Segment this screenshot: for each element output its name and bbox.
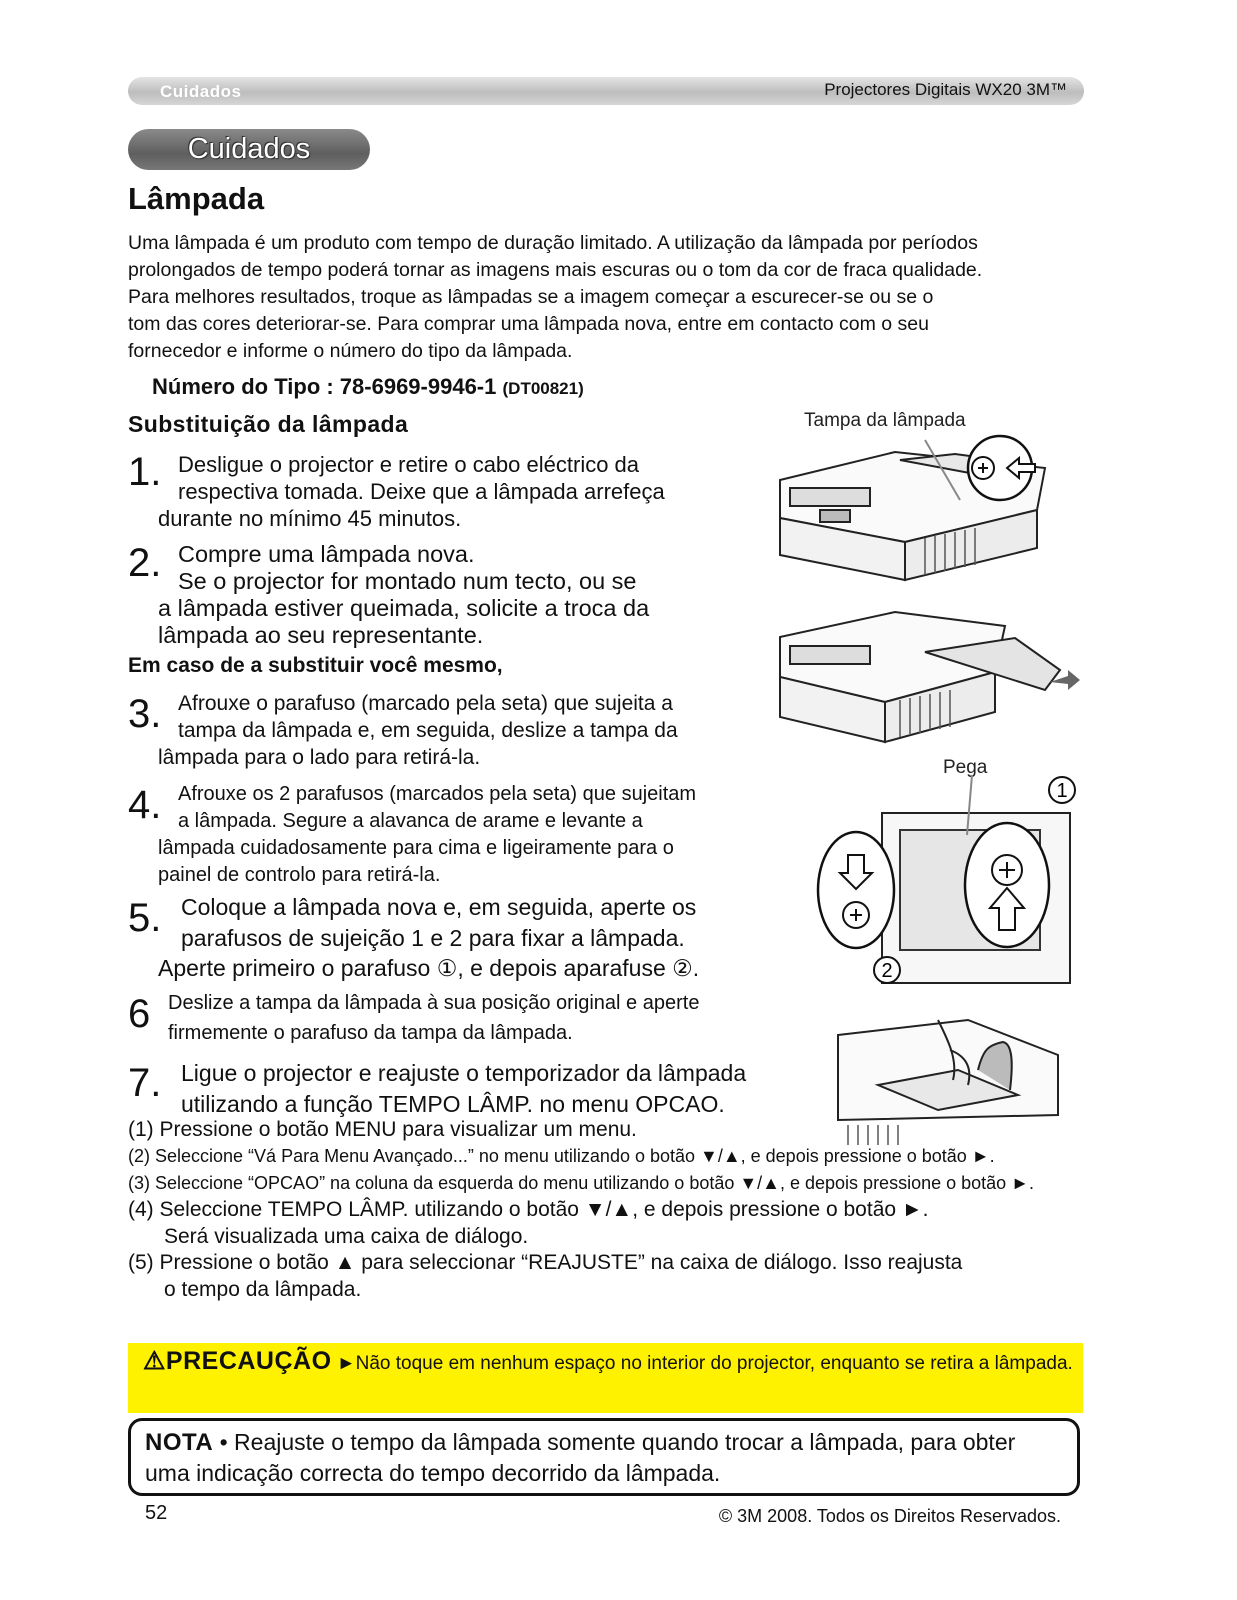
type-number bbox=[152, 374, 584, 400]
substep-line: (3) Seleccione “OPCAO” na coluna da esquerda do menu utilizando o botão ▼/▲, e depois pressione o botão ►. bbox=[128, 1173, 1034, 1193]
intro-line: Para melhores resultados, troque as lâmpadas se a imagem começar a escurecer-se ou se o bbox=[128, 286, 934, 308]
step-number: 5. bbox=[128, 896, 162, 940]
page-number: 52 bbox=[145, 1502, 168, 1524]
step-line: Aperte primeiro o parafuso ①, e depois aparafuse ②. bbox=[158, 955, 700, 981]
caution-text bbox=[143, 1348, 1073, 1377]
substep-line: o tempo da lâmpada. bbox=[164, 1278, 362, 1301]
intro-line: tom das cores deteriorar-se. Para comprar uma lâmpada nova, entre em contacto com o seu bbox=[128, 313, 929, 335]
screw-2-label: 2 bbox=[881, 960, 893, 982]
substep-line: (5) Pressione o botão ▲ para seleccionar “REAJUSTE” na caixa de diálogo. Isso reajusta bbox=[128, 1251, 963, 1274]
caution-message: ►Não toque em nenhum espaço no interior do projector, enquanto se retira a lâmpada. bbox=[336, 1353, 1073, 1374]
caution-label: ⚠PRECAUÇÃO bbox=[143, 1347, 332, 1375]
subheading: Substituição da lâmpada bbox=[128, 411, 409, 437]
step-number: 7. bbox=[128, 1061, 162, 1105]
type-number-label: Número do Tipo : 78-6969-9946-1 bbox=[152, 374, 497, 399]
lamp-lift-illustration bbox=[838, 1010, 1063, 1145]
step-number: 1. bbox=[128, 450, 162, 494]
page-heading: Lâmpada bbox=[128, 181, 265, 216]
step-line: Compre uma lâmpada nova. bbox=[178, 541, 475, 567]
header-product: Projectores Digitais WX20 3M™ bbox=[824, 80, 1067, 99]
note-text bbox=[145, 1427, 1065, 1489]
intro-paragraph bbox=[128, 230, 1088, 365]
step-line: a lâmpada. Segure a alavanca de arame e levante a bbox=[178, 810, 643, 832]
step-number: 6 bbox=[128, 992, 151, 1036]
step-number: 4. bbox=[128, 783, 162, 827]
step-line: Coloque a lâmpada nova e, em seguida, aperte os bbox=[181, 894, 697, 920]
note-label: NOTA bbox=[145, 1429, 214, 1456]
substep-line: Será visualizada uma caixa de diálogo. bbox=[164, 1225, 529, 1248]
step-line: Desligue o projector e retire o cabo eléctrico da bbox=[178, 452, 640, 477]
handle-label: Pega bbox=[943, 757, 988, 778]
step-line: respectiva tomada. Deixe que a lâmpada arrefeça bbox=[178, 479, 665, 504]
step-line: Ligue o projector e reajuste o temporizador da lâmpada bbox=[181, 1060, 747, 1086]
intro-line: Uma lâmpada é um produto com tempo de duração limitado. A utilização da lâmpada por períodos bbox=[128, 232, 978, 254]
lamp-cover-label: Tampa da lâmpada bbox=[804, 410, 966, 431]
step-line: Se o projector for montado num tecto, ou se bbox=[178, 568, 637, 594]
copyright: © 3M 2008. Todos os Direitos Reservados. bbox=[718, 1506, 1061, 1526]
self-replacement-heading: Em caso de a substituir você mesmo, bbox=[128, 654, 503, 677]
substep-line: (2) Seleccione “Vá Para Menu Avançado...” no menu utilizando o botão ▼/▲, e depois pressione o botão ►. bbox=[128, 1146, 995, 1166]
screw-1-label: 1 bbox=[1056, 780, 1068, 802]
step-line: painel de controlo para retirá-la. bbox=[158, 864, 441, 886]
step-line: Afrouxe os 2 parafusos (marcados pela seta) que sujeitam bbox=[178, 783, 697, 805]
step-line: parafusos de sujeição 1 e 2 para fixar a lâmpada. bbox=[181, 925, 685, 951]
substep-line: (4) Seleccione TEMPO LÂMP. utilizando o botão ▼/▲, e depois pressione o botão ►. bbox=[128, 1198, 929, 1221]
section-title: Cuidados bbox=[187, 133, 311, 165]
step-line: lâmpada para o lado para retirá-la. bbox=[158, 746, 481, 769]
type-number-code: (DT00821) bbox=[502, 379, 584, 398]
step-line: lâmpada cuidadosamente para cima e ligeiramente para o bbox=[158, 837, 674, 859]
step-line: Afrouxe o parafuso (marcado pela seta) que sujeita a bbox=[178, 692, 673, 715]
step-number: 3. bbox=[128, 692, 162, 736]
projector-illustration bbox=[775, 430, 1085, 620]
cover-slide-illustration bbox=[775, 612, 1085, 757]
lamp-screws-illustration bbox=[812, 775, 1082, 990]
step-line: firmemente o parafuso da tampa da lâmpada. bbox=[168, 1022, 573, 1044]
step-line: a lâmpada estiver queimada, solicite a troca da bbox=[158, 595, 650, 621]
step-number: 2. bbox=[128, 541, 162, 585]
note-message: • Reajuste o tempo da lâmpada somente quando trocar a lâmpada, para obter uma indicação correcta do tempo decorrido da lâmpada. bbox=[145, 1429, 1016, 1486]
substep-line: (1) Pressione o botão MENU para visualizar um menu. bbox=[128, 1118, 637, 1141]
step-line: durante no mínimo 45 minutos. bbox=[158, 506, 462, 531]
intro-line: fornecedor e informe o número do tipo da lâmpada. bbox=[128, 340, 573, 362]
header-section: Cuidados bbox=[160, 82, 242, 101]
intro-line: prolongados de tempo poderá tornar as imagens mais escuras ou o tom da cor de fraca qualidade. bbox=[128, 259, 983, 281]
step-line: Deslize a tampa da lâmpada à sua posição original e aperte bbox=[168, 992, 700, 1014]
step-line: tampa da lâmpada e, em seguida, deslize a tampa da bbox=[178, 719, 678, 742]
step-line: lâmpada ao seu representante. bbox=[158, 622, 484, 648]
step-line: utilizando a função TEMPO LÂMP. no menu OPCAO. bbox=[181, 1091, 725, 1117]
